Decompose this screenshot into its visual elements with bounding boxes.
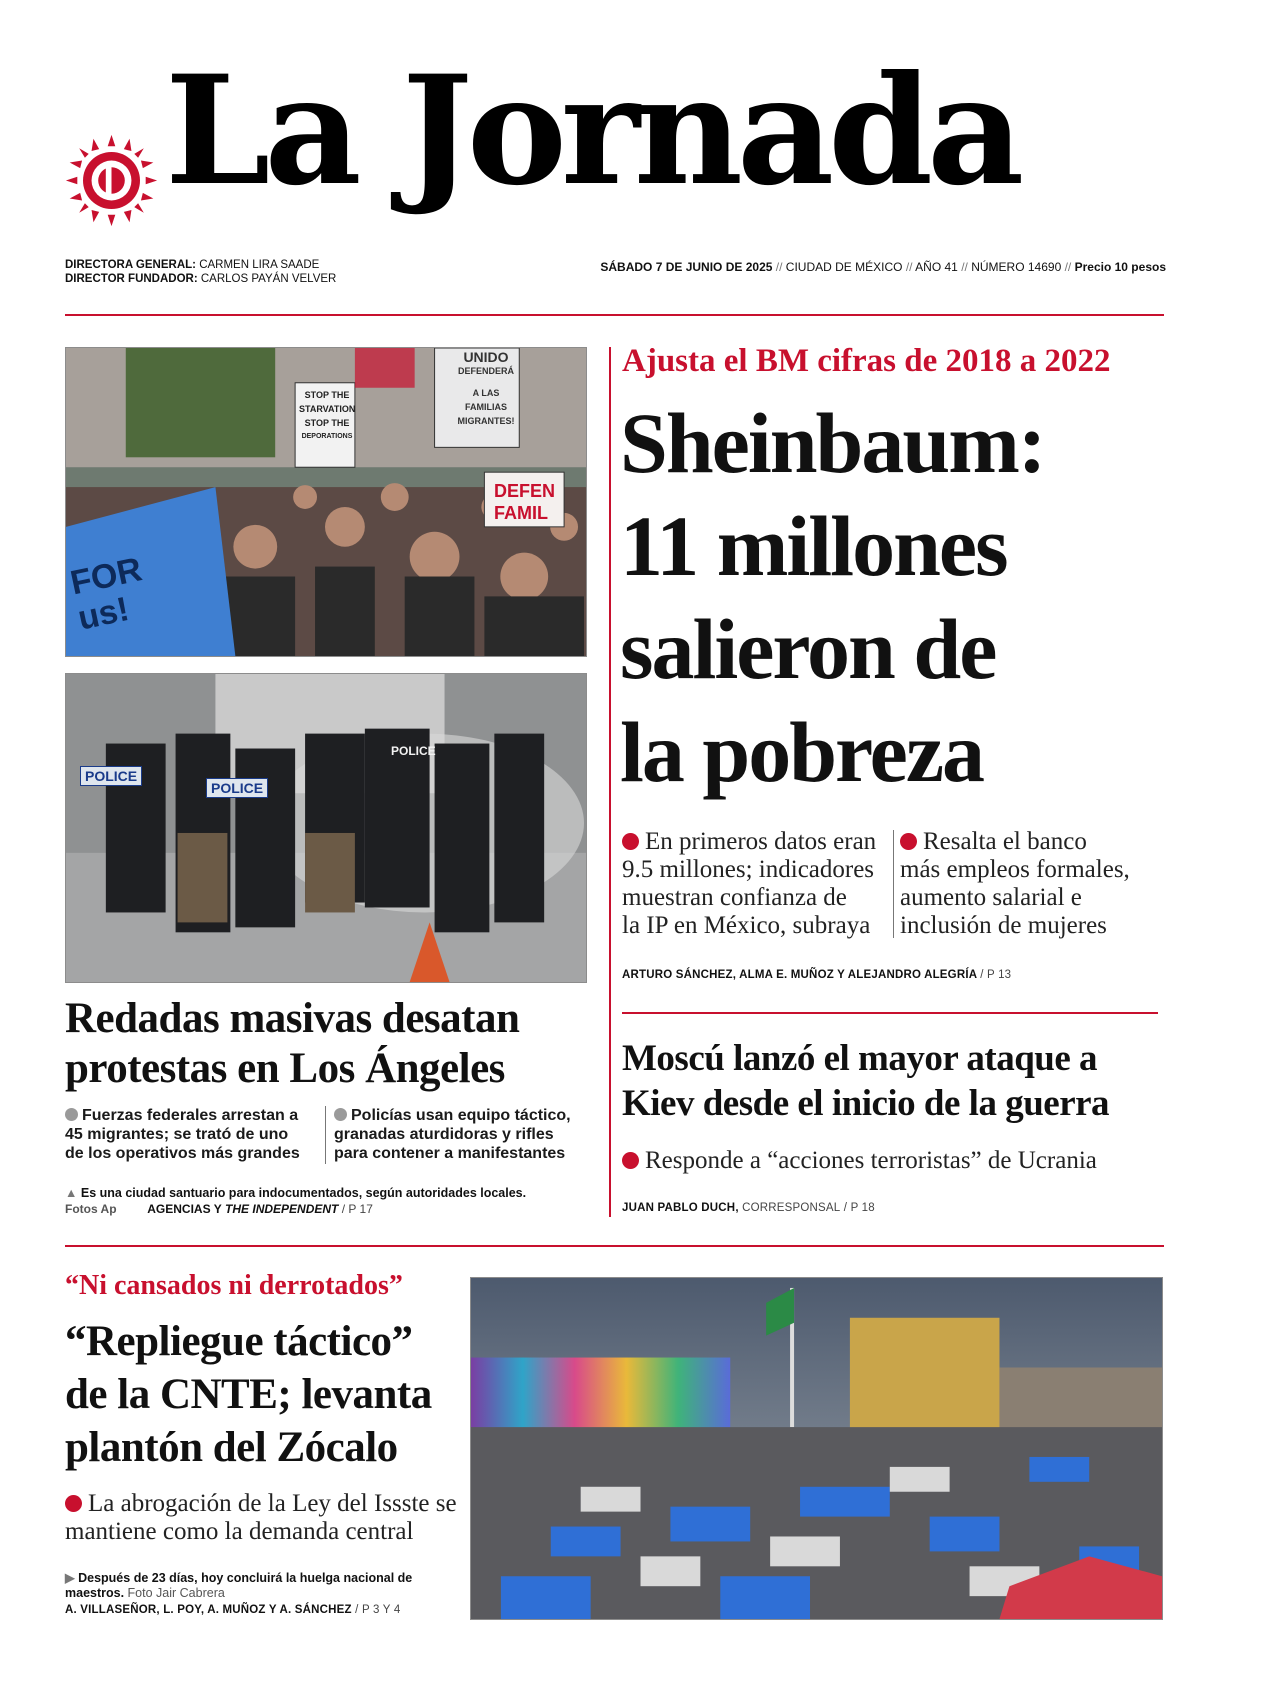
point-line: granadas aturdidoras y rifles: [334, 1126, 554, 1143]
la-point-1: [65, 1106, 320, 1163]
deck-line: muestran confianza de: [622, 884, 847, 911]
headline-line: Moscú lanzó el mayor ataque a: [622, 1038, 1098, 1079]
sign-line: MIGRANTES!: [457, 416, 515, 426]
point-line: 45 migrantes; se trató de uno: [65, 1126, 289, 1143]
page-ref: / P 17: [341, 1202, 373, 1216]
kiev-headline: [622, 1036, 1109, 1126]
sign-text: [67, 551, 152, 636]
bullet-dot-icon: [334, 1108, 347, 1121]
separator: //: [905, 260, 913, 274]
byline: ARTURO SÁNCHEZ, ALMA E. MUÑOZ Y ALEJANDRO ALEGRÍA: [622, 969, 977, 981]
sign-line: STOP THE: [304, 418, 350, 428]
column-divider: [325, 1106, 326, 1164]
triangle-up-icon: ▲: [65, 1186, 78, 1200]
la-point-2: [334, 1106, 589, 1163]
caption-text: maestros.: [65, 1586, 125, 1600]
police-photo: [65, 673, 587, 983]
police-label: POLICE: [80, 766, 142, 786]
byline: JUAN PABLO DUCH,: [622, 1202, 739, 1214]
masthead: [0, 0, 1280, 320]
separator: //: [961, 260, 968, 274]
fundador-label: DIRECTOR FUNDADOR:: [65, 273, 198, 285]
poverty-headline: [620, 392, 1045, 804]
caption-text: Después de 23 días, hoy concluirá la huelga nacional de: [78, 1571, 413, 1585]
la-headline: [65, 994, 519, 1094]
bullet-dot-icon: [65, 1495, 82, 1512]
triangle-right-icon: ▶: [65, 1571, 75, 1585]
deck-line: inclusión de mujeres: [900, 912, 1107, 939]
sign-line: UNIDO: [463, 349, 509, 365]
deck-line: Responde a “acciones terroristas” de Ucrania: [645, 1147, 1097, 1174]
headline-line: salieron de: [620, 601, 996, 697]
deck-line: La abrogación de la Ley del Issste se: [88, 1490, 457, 1517]
byline-italic: THE INDEPENDENT: [225, 1202, 339, 1216]
sign-line: STARVATION: [299, 404, 356, 414]
page-ref: / P 3 Y 4: [355, 1604, 401, 1616]
kiev-deck: [622, 1147, 1097, 1175]
sign-line: STOP THE: [304, 390, 350, 400]
point-line: para contener a manifestantes: [334, 1145, 566, 1162]
cnte-byline: [65, 1604, 400, 1616]
headline-line: plantón del Zócalo: [65, 1424, 398, 1471]
deck-line: más empleos formales,: [900, 856, 1130, 883]
page-ref: / P 13: [980, 969, 1012, 981]
point-line: Policías usan equipo táctico,: [351, 1107, 571, 1124]
fundador-name: CARLOS PAYÁN VELVER: [200, 273, 337, 285]
kiev-byline: [622, 1202, 875, 1214]
masthead-rule: [65, 314, 1164, 316]
bullet-dot-icon: [622, 1152, 639, 1169]
poverty-byline: [622, 969, 1011, 981]
staff-box: [65, 258, 336, 286]
deck-line: En primeros datos eran: [645, 828, 877, 855]
cnte-kicker: “Ni cansados ni derrotados”: [65, 1270, 403, 1301]
sign-line: DEPORATIONS: [301, 433, 353, 440]
cnte-headline: [65, 1315, 432, 1474]
point-line: de los operativos más grandes: [65, 1145, 300, 1162]
sign-text: [494, 480, 555, 524]
headline-line: de la CNTE; levanta: [65, 1371, 432, 1418]
caption-text: Es una ciudad santuario para indocumentados, según autoridades locales.: [80, 1186, 527, 1200]
byline: A. VILLASEÑOR, L. POY, A. MUÑOZ Y A. SÁNCHEZ: [65, 1604, 352, 1616]
byline: AGENCIAS Y: [147, 1202, 222, 1216]
sign-line: A LAS FAMILIAS: [465, 388, 507, 412]
bullet-dot-icon: [65, 1108, 78, 1121]
photo-credit: Foto Jair Cabrera: [127, 1586, 225, 1600]
headline-line: Kiev desde el inicio de la guerra: [622, 1083, 1110, 1124]
sign-line: FAMIL: [494, 503, 548, 523]
bullet-dot-icon: [622, 833, 639, 850]
issue-year: AÑO 41: [915, 260, 958, 274]
issue-date: SÁBADO 7 DE JUNIO DE 2025: [600, 260, 773, 274]
police-label: POLICE: [206, 778, 268, 798]
headline-line: 11 millones: [620, 498, 1007, 594]
protest-photo: [65, 347, 587, 657]
deck-line: Resalta el banco: [923, 828, 1087, 855]
headline-line: la pobreza: [620, 704, 984, 800]
dateline: [600, 260, 1166, 274]
sign-text: [299, 388, 355, 444]
bullet-dot-icon: [900, 833, 917, 850]
la-credit-line: [65, 1202, 373, 1216]
deck-line: la IP en México, subraya: [622, 912, 871, 939]
issue-price: Precio 10 pesos: [1074, 260, 1166, 274]
headline-line: Redadas masivas desatan: [65, 995, 520, 1042]
sign-line: DEFEN: [494, 481, 556, 501]
headline-line: Sheinbaum:: [620, 395, 1045, 491]
poverty-deck-2: [900, 828, 1165, 940]
cnte-caption: [65, 1571, 412, 1601]
sign-line: us!: [74, 589, 133, 638]
cnte-deck: [65, 1490, 457, 1546]
issue-number: NÚMERO 14690: [971, 260, 1062, 274]
police-label: POLICE: [391, 744, 436, 758]
deck-line: mantiene como la demanda central: [65, 1518, 414, 1545]
sign-text: [451, 350, 521, 428]
sun-logo-icon: [64, 133, 159, 228]
column-rule: [609, 347, 611, 1217]
issue-city: CIUDAD DE MÉXICO: [785, 260, 903, 274]
column-divider: [893, 830, 894, 938]
separator: //: [775, 260, 783, 274]
directora-label: DIRECTORA GENERAL:: [65, 259, 196, 271]
section-rule: [65, 1245, 1164, 1247]
sign-line: FOR: [67, 550, 146, 603]
page-ref: / P 18: [843, 1202, 875, 1214]
story-separator: [622, 1012, 1158, 1014]
sign-line: DEFENDERÁ: [457, 366, 514, 376]
separator: //: [1064, 260, 1072, 274]
photo-credit: Fotos Ap: [65, 1202, 117, 1216]
zocalo-photo: [470, 1277, 1163, 1620]
poverty-kicker: Ajusta el BM cifras de 2018 a 2022: [622, 343, 1111, 379]
deck-line: 9.5 millones; indicadores: [622, 856, 875, 883]
poverty-deck-1: [622, 828, 887, 940]
masthead-logo: La Jornada: [165, 43, 1019, 219]
la-caption: [65, 1186, 526, 1201]
headline-line: “Repliegue táctico”: [65, 1318, 413, 1365]
point-line: Fuerzas federales arrestan a: [82, 1107, 299, 1124]
headline-line: protestas en Los Ángeles: [65, 1045, 505, 1092]
byline-role: CORRESPONSAL: [742, 1202, 841, 1214]
deck-line: aumento salarial e: [900, 884, 1082, 911]
directora-name: CARMEN LIRA SAADE: [199, 259, 320, 271]
